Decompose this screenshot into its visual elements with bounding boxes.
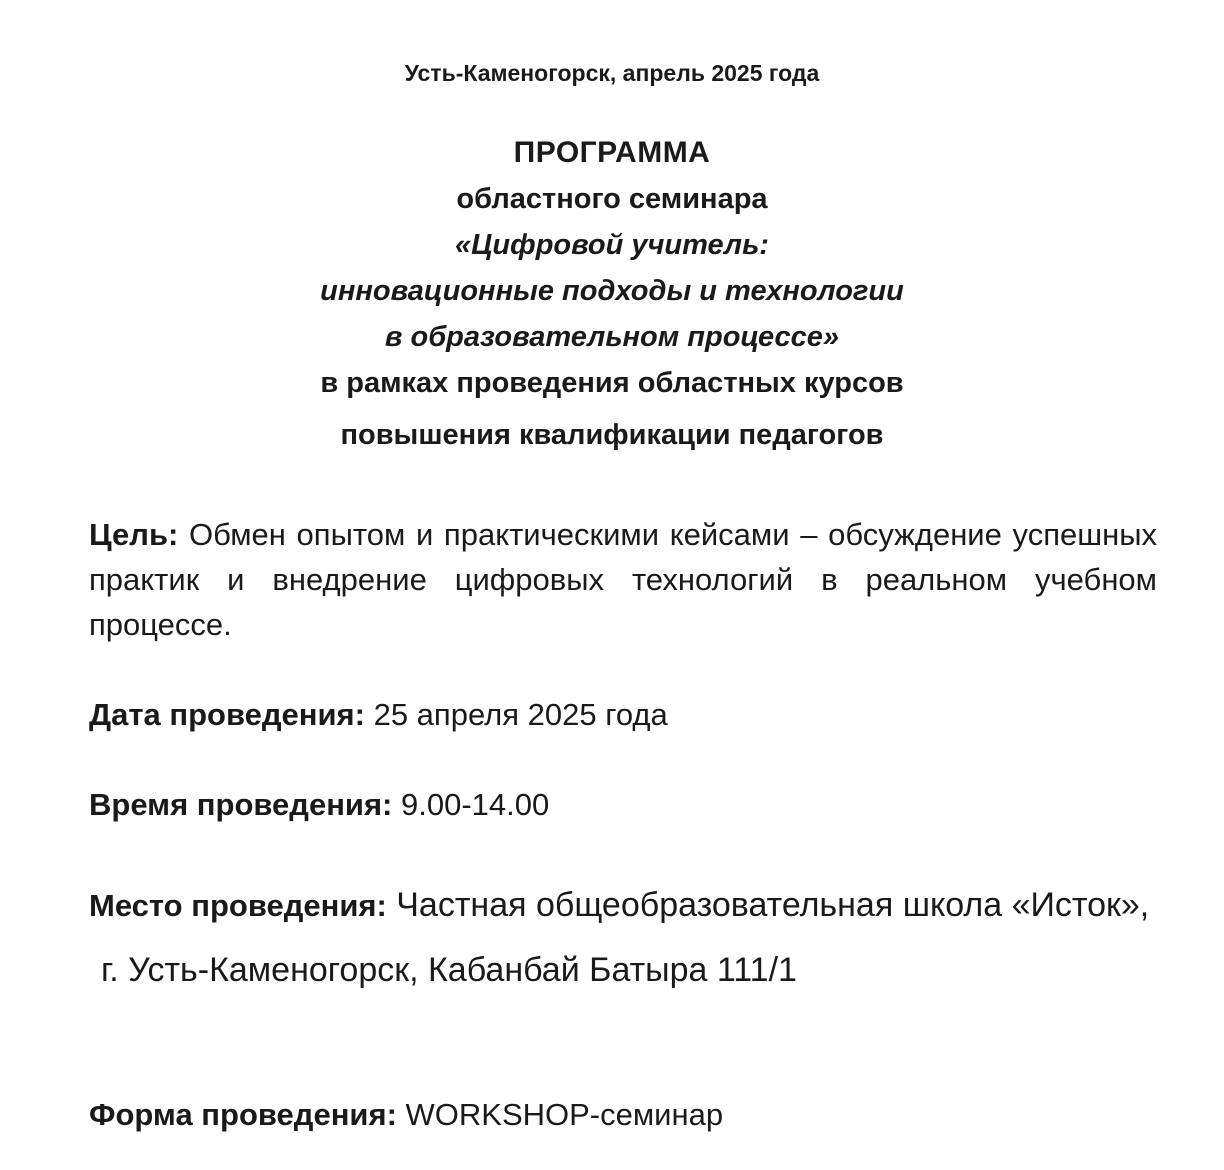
seminar-theme-line-3: в образовательном процессе» (384, 321, 840, 353)
place-label: Место проведения: (89, 888, 387, 923)
seminar-type: областного семинара (456, 183, 768, 215)
program-title-block (0, 130, 1224, 458)
seminar-context-line-2: повышения квалификации педагогов (340, 419, 884, 451)
program-heading: ПРОГРАММА (513, 136, 711, 169)
goal-label: Цель: (89, 517, 179, 552)
time-label: Время проведения: (89, 787, 393, 822)
seminar-theme-line-2: инновационные подходы и технологии (320, 275, 904, 307)
place-section (89, 876, 1157, 999)
time-section (89, 782, 1157, 827)
date-section (89, 692, 1157, 737)
seminar-context-line-1: в рамках проведения областных курсов (320, 367, 904, 399)
date-value: 25 апреля 2025 года (364, 697, 668, 732)
form-section (89, 1092, 1157, 1137)
city-date-line: Усть-Каменогорск, апрель 2025 года (404, 60, 820, 86)
place-value: Частная общеобразовательная школа «Исток», (386, 886, 1150, 924)
form-value: WORKSHOP-семинар (396, 1097, 724, 1132)
place-address: г. Усть-Каменогорск, Кабанбай Батыра 111/1 (101, 951, 797, 989)
seminar-theme-line-1: «Цифровой учитель: (455, 229, 769, 261)
goal-text: Обмен опытом и практическими кейсами – обсуждение успешных практик и внедрение цифровых технологий в реальном учебном процессе. (89, 517, 1157, 642)
time-value: 9.00-14.00 (392, 787, 550, 822)
date-label: Дата проведения: (89, 697, 365, 732)
form-label: Форма проведения: (89, 1097, 397, 1132)
goal-section (89, 512, 1157, 647)
